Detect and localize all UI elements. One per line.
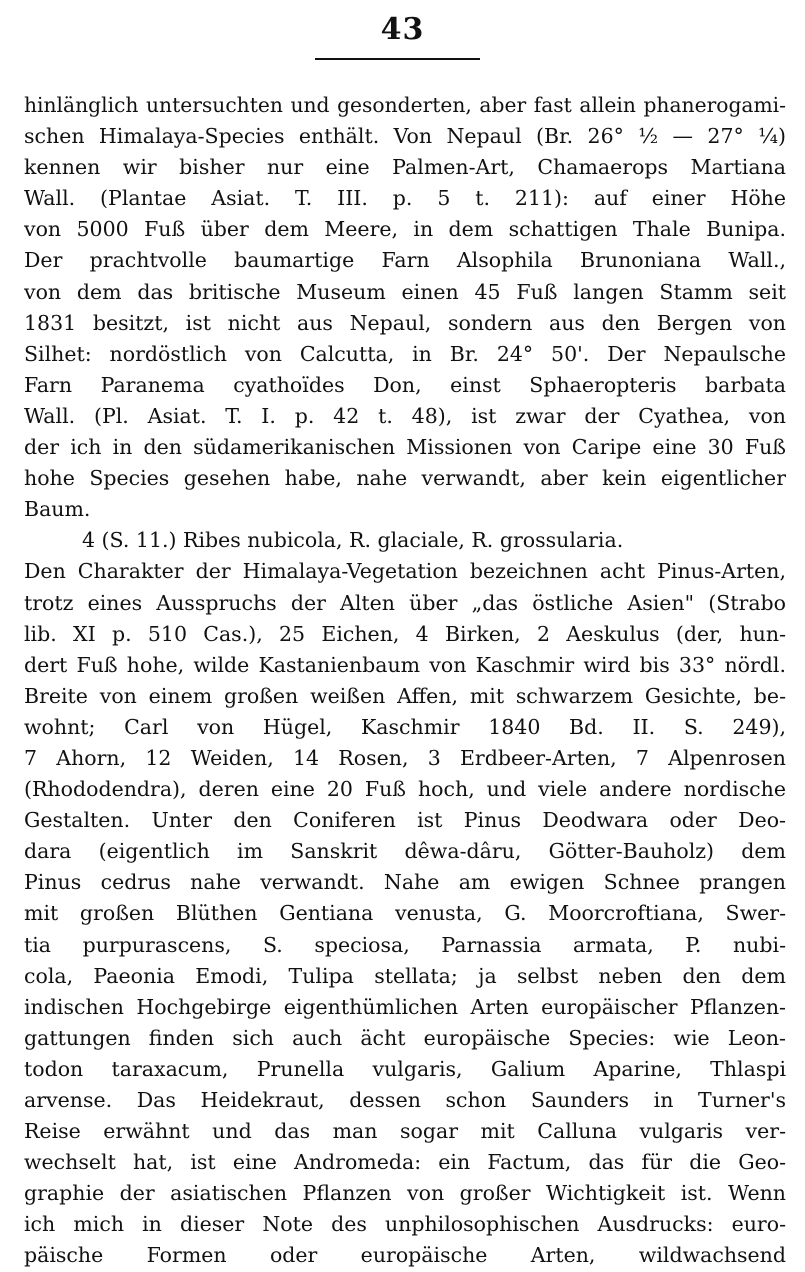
page-number: 43 [380,12,425,47]
footnote-start-line: 4 (S. 11.) Ribes nubicola, R. glaciale, R. grossularia. [82,528,624,553]
text-line: wechselt hat, ist eine Andromeda: ein Factum, das für die Geo- [24,1150,786,1175]
text-line: graphie der asiatischen Pflanzen von großer Wichtigkeit ist. Wenn [24,1181,786,1206]
text-line: hinlänglich untersuchten und gesonderten, aber fast allein phanerogami- [24,93,786,117]
text-line: Wall. (Plantae Asiat. T. III. p. 5 t. 211): auf einer Höhe [24,186,786,211]
text-line: mit großen Blüthen Gentiana venusta, G. Moorcroftiana, Swer- [24,901,786,926]
text-line: 7 Ahorn, 12 Weiden, 14 Rosen, 3 Erdbeer-Arten, 7 Alpenrosen [24,745,786,770]
text-line: tia purpurascens, S. speciosa, Parnassia armata, P. nubi- [24,932,786,957]
text-line: (Rhododendra), deren eine 20 Fuß hoch, und viele andere nordische [24,777,786,802]
text-line: von 5000 Fuß über dem Meere, in dem schattigen Thale Bunipa. [24,217,786,242]
text-line: lib. XI p. 510 Cas.), 25 Eichen, 4 Birken, 2 Aeskulus (der, hun- [24,621,786,646]
text-line: Gestalten. Unter den Coniferen ist Pinus Deodwara oder Deo- [24,808,786,833]
text-line: 1831 besitzt, ist nicht aus Nepaul, sondern aus den Bergen von [24,310,786,335]
text-line: päische Formen oder europäische Arten, wildwachsend [24,1243,786,1268]
header-rule [315,58,480,60]
text-line: Farn Paranema cyathoïdes Don, einst Sphaeropteris barbata [24,372,786,397]
text-line: cola, Paeonia Emodi, Tulipa stellata; ja selbst neben den dem [24,963,786,988]
text-line: ich mich in dieser Note des unphilosophischen Ausdrucks: euro- [24,1212,786,1237]
text-line: von dem das britische Museum einen 45 Fuß langen Stamm seit [24,279,786,304]
text-line: trotz eines Ausspruchs der Alten über „das östliche Asien" (Strabo [24,590,786,615]
text-line: Breite von einem großen weißen Affen, mit schwarzem Gesichte, be- [24,683,786,708]
paragraph-end-line: Baum. [24,497,91,522]
text-line: Wall. (Pl. Asiat. T. I. p. 42 t. 48), ist zwar der Cyathea, von [24,403,786,428]
text-line: schen Himalaya-Species enthält. Von Nepaul (Br. 26° ½ — 27° ¼) [24,124,786,149]
text-line: Pinus cedrus nahe verwandt. Nahe am ewigen Schnee prangen [24,870,786,895]
body-text [24,90,786,1272]
text-line: Silhet: nordöstlich von Calcutta, in Br. 24° 50'. Der Nepaulsche [24,341,786,366]
text-line: kennen wir bisher nur eine Palmen-Art, Chamaerops Martiana [24,155,786,180]
text-line: hohe Species gesehen habe, nahe verwandt, aber kein eigentlicher [24,466,786,491]
text-line: wohnt; Carl von Hügel, Kaschmir 1840 Bd. II. S. 249), [24,714,786,739]
text-line: arvense. Das Heidekraut, dessen schon Saunders in Turner's [24,1088,786,1112]
text-line: dert Fuß hohe, wilde Kastanienbaum von Kaschmir wird bis 33° nördl. [24,652,786,677]
text-line: gattungen finden sich auch ächt europäische Species: wie Leon- [24,1025,786,1050]
text-line: todon taraxacum, Prunella vulgaris, Galium Aparine, Thlaspi [24,1056,786,1081]
text-line: Den Charakter der Himalaya-Vegetation bezeichnen acht Pinus-Arten, [24,559,786,584]
text-line: Reise erwähnt und das man sogar mit Calluna vulgaris ver- [24,1119,786,1144]
text-line: Der prachtvolle baumartige Farn Alsophila Brunoniana Wall., [24,248,786,273]
text-line: dara (eigentlich im Sanskrit dêwa-dâru, Götter-Bauholz) dem [24,839,786,864]
text-line: indischen Hochgebirge eigenthümlichen Arten europäischer Pflanzen- [24,994,786,1019]
text-line: der ich in den südamerikanischen Missionen von Caripe eine 30 Fuß [24,435,786,460]
